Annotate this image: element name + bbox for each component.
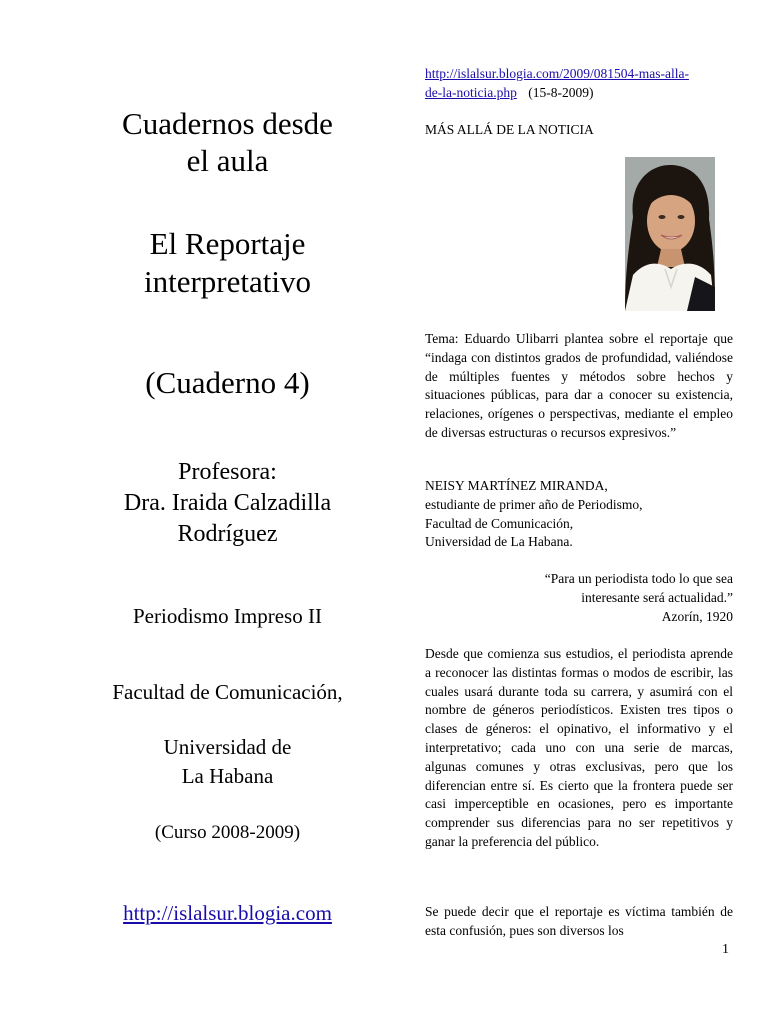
university-line-2: La Habana xyxy=(181,764,274,788)
author-name: NEISY MARTÍNEZ MIRANDA, xyxy=(425,478,608,493)
course-name: Periodismo Impreso II xyxy=(133,604,322,628)
source-url-line-2: de-la-noticia.php xyxy=(425,84,517,100)
body-paragraph-1: Desde que comienza sus estudios, el periodista aprende a reconocer las distintas formas o modos de escribir, las cuales usará durante toda su carrera, y asumirá con el nombre de géneros periodísticos. Existen tres tipos o clases de géneros: el opinativo, el informativo y el interpretativo; cada uno con una serie de marcas, algunas comunes y otras exclusivas, pero que los diferencian entre sí. Es cierto que la frontera puede ser casi imperceptible en ocasiones, pero es importante comprender sus diferencias para no ser repetitivos y ganar la preferencia del público. xyxy=(425,646,733,849)
faculty-name: Facultad de Comunicación, xyxy=(112,680,343,704)
source-url-line-1: http://islalsur.blogia.com/2009/081504-mas-alla- xyxy=(425,66,689,81)
topic-paragraph: Tema: Eduardo Ulibarri plantea sobre el reportaje que “indaga con distintos grados de profundidad, valiéndose de múltiples fuentes y métodos sobre hechos y situaciones públicas, para dar a conocer su existencia, relaciones, orígenes o perspectivas, mediante el empleo de diversas estructuras o recursos expresivos.” xyxy=(425,331,733,440)
author-faculty: Facultad de Comunicación, xyxy=(425,515,574,531)
cuaderno-number: (Cuaderno 4) xyxy=(145,365,310,400)
university-line-1: Universidad de xyxy=(163,735,292,759)
course-year: (Curso 2008-2009) xyxy=(154,822,301,843)
title-line-2: el aula xyxy=(186,143,269,178)
author-role: estudiante de primer año de Periodismo, xyxy=(425,496,643,512)
profesora-name-line-2: Rodríguez xyxy=(177,521,278,547)
title-line-1: Cuadernos desde xyxy=(122,106,333,141)
subtitle-line-2: interpretativo xyxy=(144,264,311,299)
epigraph-line-1: “Para un periodista todo lo que sea xyxy=(544,571,733,586)
epigraph-line-2: interesante será actualidad.” xyxy=(581,589,733,605)
page-number: 1 xyxy=(722,942,729,957)
source-url xyxy=(425,65,733,103)
author-block xyxy=(425,477,733,552)
subtitle-line-1: El Reportaje xyxy=(149,226,306,261)
article-heading: MÁS ALLÁ DE LA NOTICIA xyxy=(425,122,594,137)
site-link-wrap xyxy=(90,900,365,927)
author-photo xyxy=(625,157,715,311)
epigraph-author: Azorín, 1920 xyxy=(661,608,733,624)
profesora-name-line-1: Dra. Iraida Calzadilla xyxy=(123,490,332,516)
profesora-label: Profesora: xyxy=(178,459,277,485)
source-date: (15-8-2009) xyxy=(528,84,594,100)
site-link[interactable]: http://islalsur.blogia.com xyxy=(123,901,332,925)
epigraph xyxy=(425,570,733,626)
author-university: Universidad de La Habana. xyxy=(425,534,573,550)
body-paragraph-2: Se puede decir que el reportaje es víctima también de esta confusión, pues son diversos los xyxy=(425,904,733,938)
